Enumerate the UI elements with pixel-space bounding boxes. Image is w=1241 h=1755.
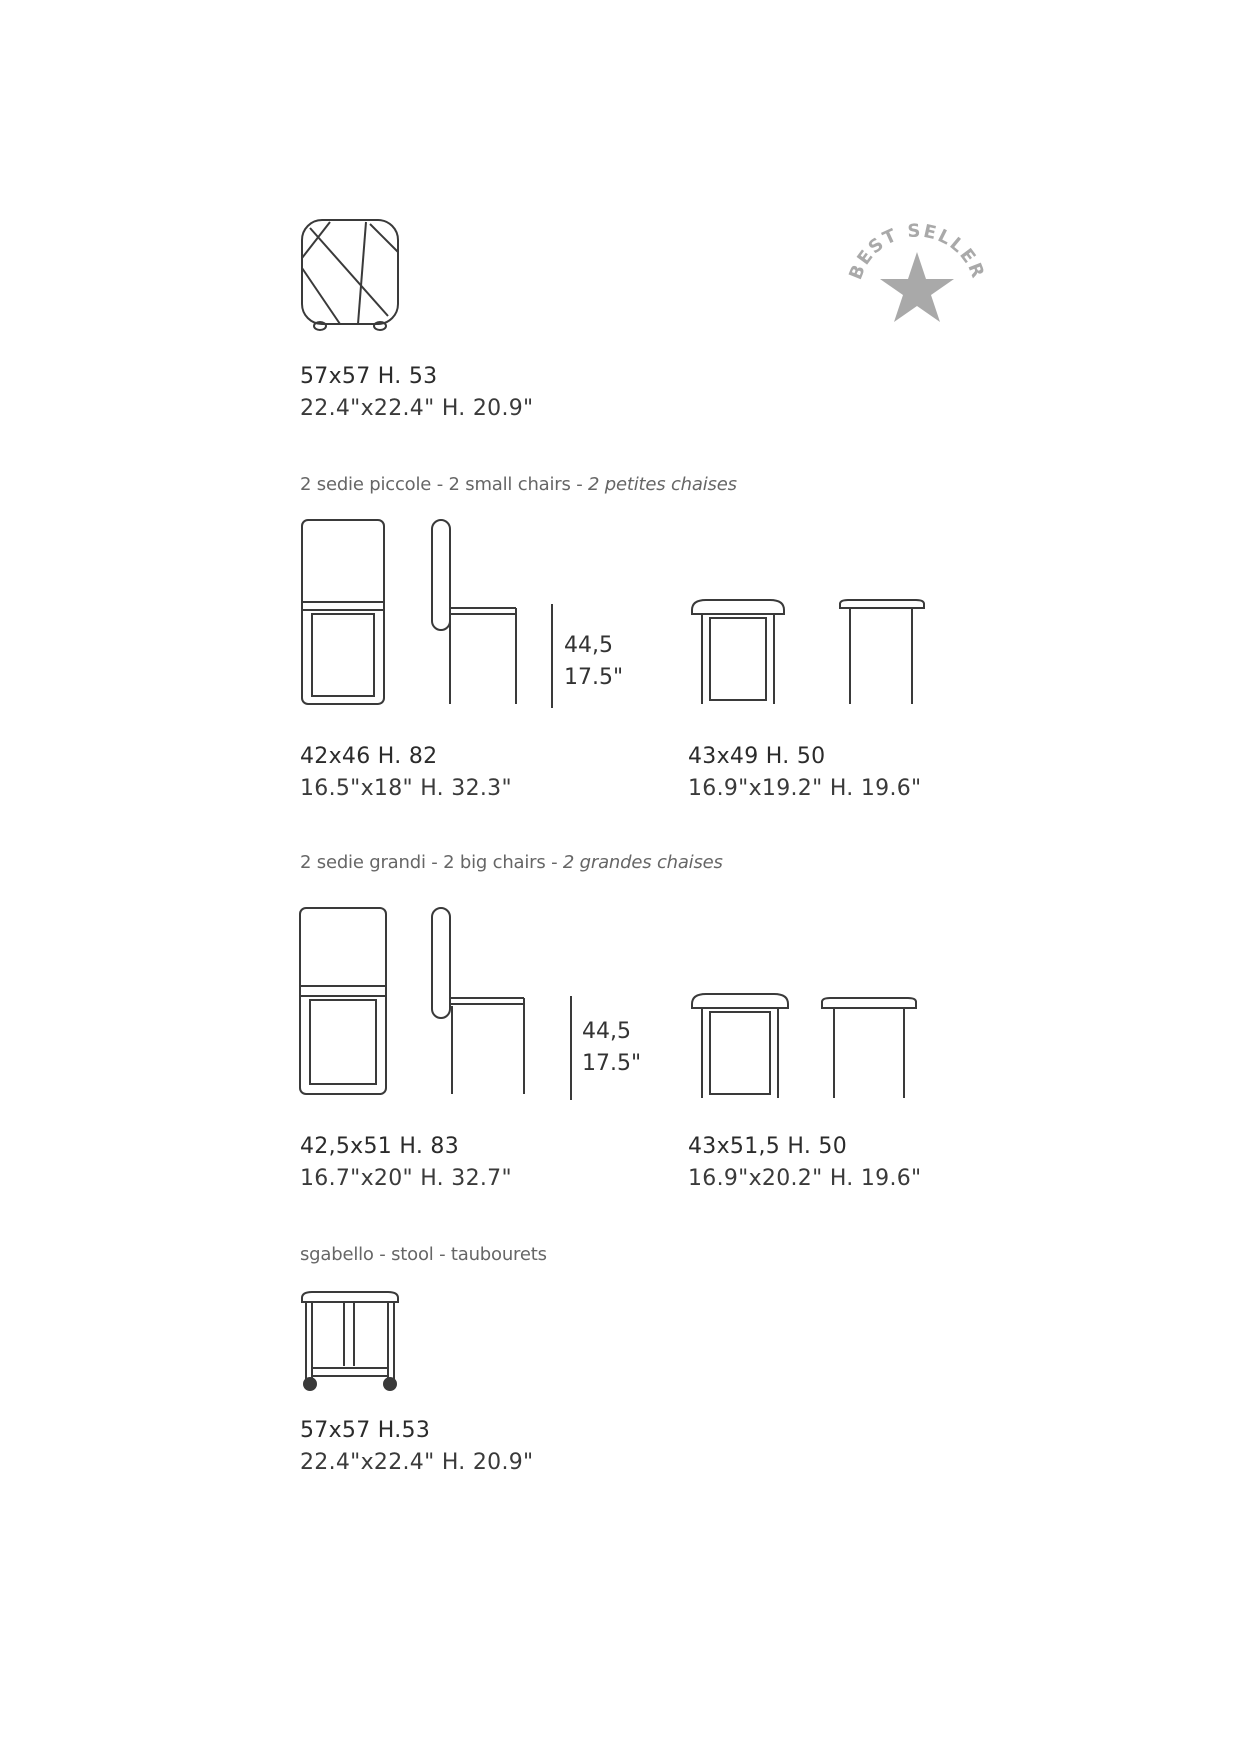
small-chairs-caption: 2 sedie piccole - 2 small chairs - 2 petites chaises (300, 474, 737, 495)
small-stool-dims-in: 16.9"x19.2" H. 19.6" (688, 776, 922, 801)
small-chair-dims-in: 16.5"x18" H. 32.3" (300, 776, 512, 801)
best-seller-badge (840, 222, 990, 332)
small-stool-dims-cm: 43x49 H. 50 (688, 744, 826, 769)
big-stool-side-drawing (818, 994, 918, 1102)
small-chair-height-line (551, 604, 553, 708)
big-chair-dims-in: 16.7"x20" H. 32.7" (300, 1166, 512, 1191)
star-icon (880, 252, 954, 322)
big-chair-seat-height-in: 17.5" (582, 1051, 642, 1076)
stool-caption: sgabello - stool - taubourets (300, 1244, 547, 1265)
small-stool-side-drawing (836, 596, 926, 708)
big-chair-side-drawing (428, 906, 528, 1098)
pouf-top-drawing (300, 218, 400, 333)
big-stool-dims-cm: 43x51,5 H. 50 (688, 1134, 848, 1159)
small-chair-seat-height-in: 17.5" (564, 665, 624, 690)
big-chair-height-line (570, 996, 572, 1100)
stool-drawing (298, 1288, 402, 1394)
big-stool-front-drawing (688, 990, 792, 1102)
best-seller-text: BEST SELLER (845, 222, 989, 283)
small-chair-side-drawing (428, 518, 520, 708)
small-chair-front-drawing (300, 518, 388, 708)
best-seller-arc (840, 222, 990, 332)
big-stool-dims-in: 16.9"x20.2" H. 19.6" (688, 1166, 922, 1191)
big-chair-seat-height-cm: 44,5 (582, 1019, 631, 1044)
small-chair-seat-height-cm: 44,5 (564, 633, 613, 658)
big-chair-front-drawing (298, 906, 390, 1098)
stool-dims-in: 22.4"x22.4" H. 20.9" (300, 1450, 534, 1475)
pouf-dims-in: 22.4"x22.4" H. 20.9" (300, 396, 534, 421)
big-chairs-caption: 2 sedie grandi - 2 big chairs - 2 grandes chaises (300, 852, 723, 873)
pouf-dims-cm: 57x57 H. 53 (300, 364, 438, 389)
small-chair-dims-cm: 42x46 H. 82 (300, 744, 438, 769)
small-stool-front-drawing (688, 596, 788, 708)
big-chair-dims-cm: 42,5x51 H. 83 (300, 1134, 460, 1159)
stool-dims-cm: 57x57 H.53 (300, 1418, 431, 1443)
